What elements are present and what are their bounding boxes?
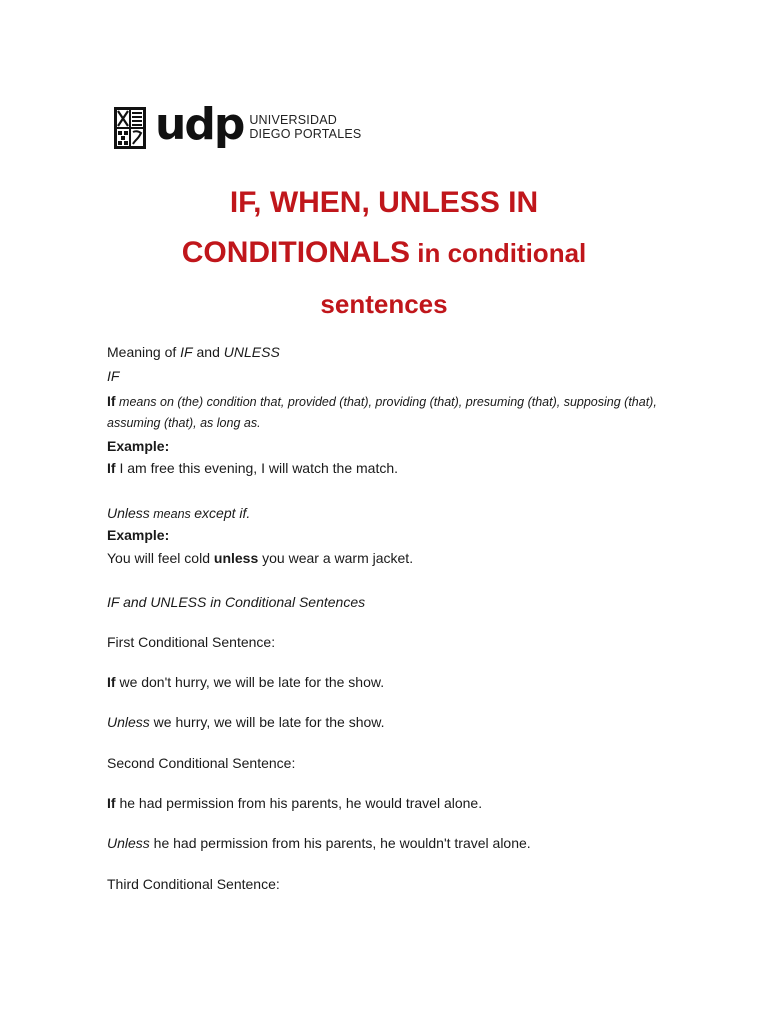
meaning-prefix: Meaning of [107,344,181,360]
meaning-if: IF [180,344,193,360]
title-line-2-main: CONDITIONALS [181,236,411,269]
university-name-line1: UNIVERSIDAD [249,113,337,127]
first-conditional-heading: First Conditional Sentence: [107,634,276,650]
title-line-3: sentences [320,289,448,319]
first-unless-text: we hurry, we will be late for the show. [149,714,385,730]
first-unless-word: Unless [107,714,150,730]
meaning-and: and [192,344,224,360]
unless-mid: means [149,507,195,521]
if-definition-text: means on (the) condition that, provided (that), providing (that), presuming (that), supposing (that), [115,395,657,409]
second-if-text: he had permission from his parents, he would travel alone. [115,795,483,811]
crest-icon [113,106,147,150]
first-if-text: we don't hurry, we will be late for the show. [115,674,385,690]
first-if-sentence [107,674,384,690]
unless-definition [107,505,250,521]
example-2-pre: You will feel cold [107,550,214,566]
meaning-unless: UNLESS [223,344,280,360]
first-if-word: If [107,674,116,690]
section-heading: IF and UNLESS in Conditional Sentences [107,594,366,610]
second-conditional-heading: Second Conditional Sentence: [107,755,296,771]
second-unless-text: he had permission from his parents, he wouldn't travel alone. [149,835,531,851]
if-definition [107,393,657,409]
second-unless-word: Unless [107,835,150,851]
second-unless-sentence [107,835,531,851]
example-2-word: unless [213,550,259,566]
example-1-text: I am free this evening, I will watch the match. [115,460,399,476]
example-label-2: Example: [107,527,170,543]
if-definition-word: If [107,393,116,409]
if-definition-cont: assuming (that), as long as. [107,416,261,430]
second-if-sentence [107,795,482,811]
university-name [249,113,361,141]
second-if-word: If [107,795,116,811]
university-name-line2: DIEGO PORTALES [249,127,362,141]
example-2-post: you wear a warm jacket. [258,550,414,566]
title-line-2-tail: in conditional [410,238,587,268]
unless-word: Unless [107,505,150,521]
unless-def: except if. [194,505,251,521]
title-line-2 [0,236,768,270]
meaning-heading [107,344,280,360]
example-label-1: Example: [107,438,170,454]
university-logo [113,99,362,153]
third-conditional-heading: Third Conditional Sentence: [107,876,280,892]
logo-letters: udp [155,99,244,150]
example-1-word: If [107,460,116,476]
title-line-1: IF, WHEN, UNLESS IN [229,186,539,219]
first-unless-sentence [107,714,385,730]
example-2 [107,550,413,566]
example-1 [107,460,398,476]
if-heading: IF [107,368,120,384]
